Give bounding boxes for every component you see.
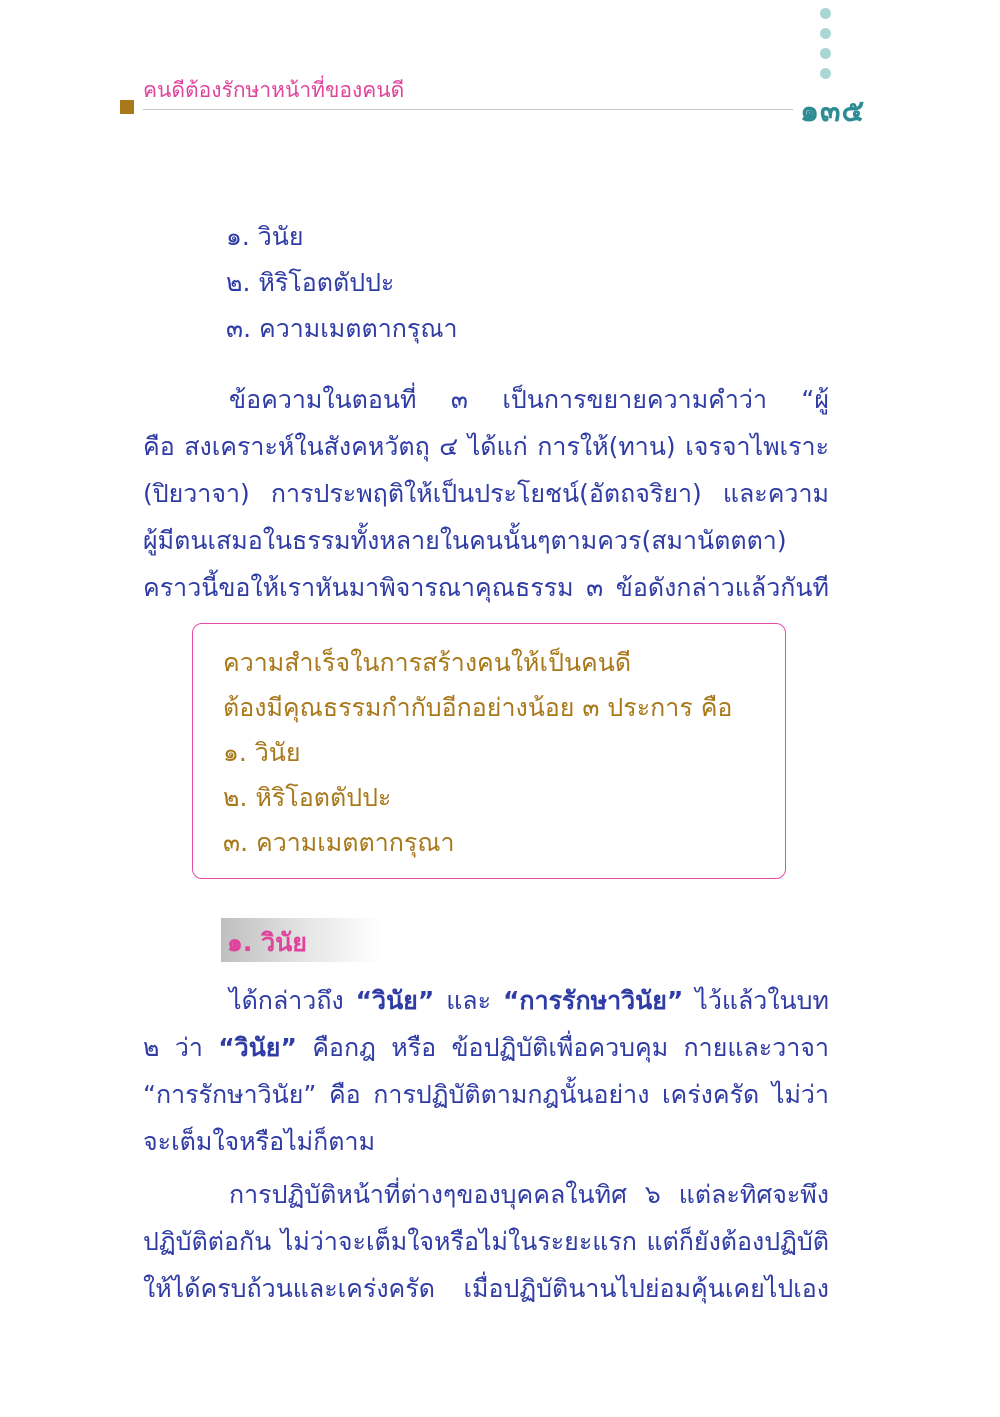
summary-item-1: ๑. วินัย bbox=[223, 738, 301, 767]
para3-line-3: ให้ได้ครบถ้วนและเคร่งครัด เมื่อปฏิบัตินานไปย่อมคุ้นเคยไปเอง bbox=[143, 1274, 829, 1303]
decorative-dots bbox=[820, 8, 832, 88]
top-list-item-3: ๓. ความเมตตากรุณา bbox=[226, 314, 458, 343]
header-rule bbox=[143, 109, 793, 110]
summary-item-3: ๓. ความเมตตากรุณา bbox=[223, 828, 455, 857]
para2-line-2 bbox=[143, 1024, 829, 1071]
para2-text: และ bbox=[434, 986, 503, 1015]
top-list bbox=[226, 214, 458, 352]
paragraph-vinaya bbox=[143, 977, 829, 1165]
paragraph-duties bbox=[143, 1171, 829, 1312]
para1-line-5: คราวนี้ขอให้เราหันมาพิจารณาคุณธรรม ๓ ข้อดังกล่าวแล้วกันที bbox=[143, 573, 829, 602]
para2-line-4: จะเต็มใจหรือไม่ก็ตาม bbox=[143, 1127, 376, 1156]
dot-2 bbox=[820, 28, 831, 39]
para2-text: ไว้แล้วในบท bbox=[695, 986, 829, 1015]
para2-text: ได้กล่าวถึง bbox=[229, 986, 356, 1015]
summary-line-1: ความสำเร็จในการสร้างคนให้เป็นคนดี bbox=[223, 648, 632, 677]
top-list-item-1: ๑. วินัย bbox=[226, 222, 304, 251]
para2-line-1 bbox=[143, 977, 829, 1024]
dot-4 bbox=[820, 68, 831, 79]
para2-text: คือกฎ หรือ ข้อปฏิบัติเพื่อควบคุม กายและวาจา bbox=[296, 1033, 829, 1062]
para2-bold-term: “วินัย” bbox=[355, 986, 435, 1015]
summary-box-content bbox=[223, 640, 732, 865]
para3-line-1: การปฏิบัติหน้าที่ต่างๆของบุคคลในทิศ ๖ แต่ละทิศจะพึง bbox=[229, 1180, 829, 1209]
para1-line-2: คือ สงเคราะห์ในสังคหวัตถุ ๔ ได้แก่ การให้(ทาน) เจรจาไพเราะ bbox=[143, 432, 829, 461]
para2-text: ๒ ว่า bbox=[143, 1033, 219, 1062]
summary-line-2: ต้องมีคุณธรรมกำกับอีกอย่างน้อย ๓ ประการ คือ bbox=[223, 693, 733, 722]
para1-line-4: ผู้มีตนเสมอในธรรมทั้งหลายในคนนั้นๆตามควร(สมานัตตตา) bbox=[143, 526, 787, 555]
top-list-item-2: ๒. หิริโอตตัปปะ bbox=[226, 268, 395, 297]
paragraph-sanghavatthu bbox=[143, 376, 829, 611]
running-header-title: คนดีต้องรักษาหน้าที่ของคนดี bbox=[143, 78, 405, 102]
header-square-marker bbox=[120, 100, 134, 114]
summary-box bbox=[192, 623, 786, 879]
para2-line-3: “การรักษาวินัย” คือ การปฏิบัติตามกฎนั้นอย่าง เคร่งครัด ไม่ว่า bbox=[143, 1080, 829, 1109]
para1-line-3: (ปิยวาจา) การประพฤติให้เป็นประโยชน์(อัตถจริยา) และความ bbox=[143, 479, 829, 508]
para2-bold-term: “การรักษาวินัย” bbox=[503, 986, 684, 1015]
para3-line-2: ปฏิบัติต่อกัน ไม่ว่าจะเต็มใจหรือไม่ในระยะแรก แต่ก็ยังต้องปฏิบัติ bbox=[143, 1227, 829, 1256]
dot-1 bbox=[820, 8, 831, 19]
section-heading-vinaya bbox=[221, 918, 381, 962]
dot-3 bbox=[820, 48, 831, 59]
section-heading-text: ๑. วินัย bbox=[227, 928, 307, 957]
para2-bold-term: “วินัย” bbox=[218, 1033, 297, 1062]
page-number: ๑๓๕ bbox=[800, 94, 866, 129]
para1-line-1: ข้อความในตอนที่ ๓ เป็นการขยายความคำว่า “ผู้ bbox=[229, 385, 829, 414]
summary-item-2: ๒. หิริโอตตัปปะ bbox=[223, 783, 392, 812]
